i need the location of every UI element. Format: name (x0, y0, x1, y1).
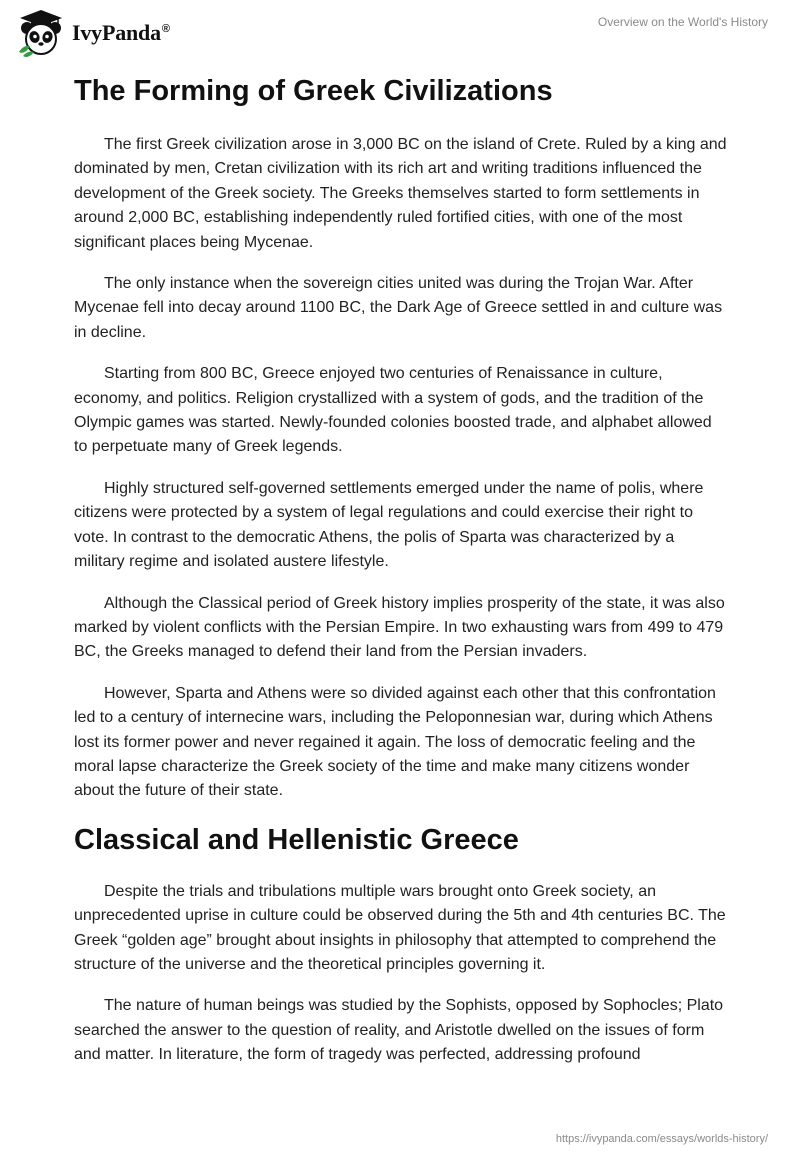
paragraph: The nature of human beings was studied by the Sophists, opposed by Sophocles; Plato searched the answer to the question of reality, and Aristotle dwelled on the issues of form and matter. In literature, the form of tragedy was perfected, addressing profound (74, 997, 724, 1064)
registered-mark: ® (161, 22, 170, 35)
brand-name (72, 20, 170, 46)
source-url[interactable]: https://ivypanda.com/essays/worlds-history/ (555, 1133, 768, 1145)
panda-graduate-icon (16, 8, 66, 58)
paragraph: However, Sparta and Athens were so divided against each other that this confrontation led to a century of internecine wars, including the Peloponnesian war, during which Athens lost its former power and never regained it again. The loss of democratic feeling and the moral lapse characterize the Greek society of the time and make many citizens wonder about the future of their state. (74, 684, 716, 800)
article-body (74, 72, 729, 1085)
ivypanda-logo[interactable] (16, 8, 170, 58)
paragraph: Despite the trials and tribulations multiple wars brought onto Greek society, an unprecedented uprise in culture could be observed during the 5th and 4th centuries BC. The Greek “golden age” brought about insights in philosophy that attempted to comprehend the structure of the universe and the theoretical principles governing it. (74, 882, 726, 973)
paragraph: The first Greek civilization arose in 3,000 BC on the island of Crete. Ruled by a king and dominated by men, Cretan civilization with its rich art and writing traditions influenced the development of the Greek society. The Greeks themselves started to form settlements in around 2,000 BC, establishing independently ruled fortified cities, with one of the most significant places being Mycenae. (74, 136, 727, 251)
paragraph: Highly structured self-governed settlements emerged under the name of polis, where citizens were protected by a system of legal regulations and could exercise their right to vote. In contrast to the democratic Athens, the polis of Sparta was characterized by a military regime and isolated austere lifestyle. (74, 479, 704, 571)
paragraph: Starting from 800 BC, Greece enjoyed two centuries of Renaissance in culture, economy, and politics. Religion crystallized with a system of gods, and the tradition of the Olympic games was started. Newly-founded colonies boosted trade, and alphabet allowed to perpetuate many of Greek legends. (74, 365, 712, 456)
brand-text: IvyPanda (72, 20, 161, 45)
section-heading: Classical and Hellenistic Greece (74, 823, 519, 856)
document-title: Overview on the World's History (597, 15, 768, 29)
page-header (0, 0, 800, 64)
paragraph: Although the Classical period of Greek history implies prosperity of the state, it was also marked by violent conflicts with the Persian Empire. In two exhausting wars from 499 to 479 BC, the Greeks managed to defend their land from the Persian invaders. (74, 594, 725, 661)
paragraph: The only instance when the sovereign cities united was during the Trojan War. After Mycenae fell into decay around 1100 BC, the Dark Age of Greece settled in and culture was in decline. (74, 275, 723, 341)
section-heading: The Forming of Greek Civilizations (74, 75, 553, 107)
